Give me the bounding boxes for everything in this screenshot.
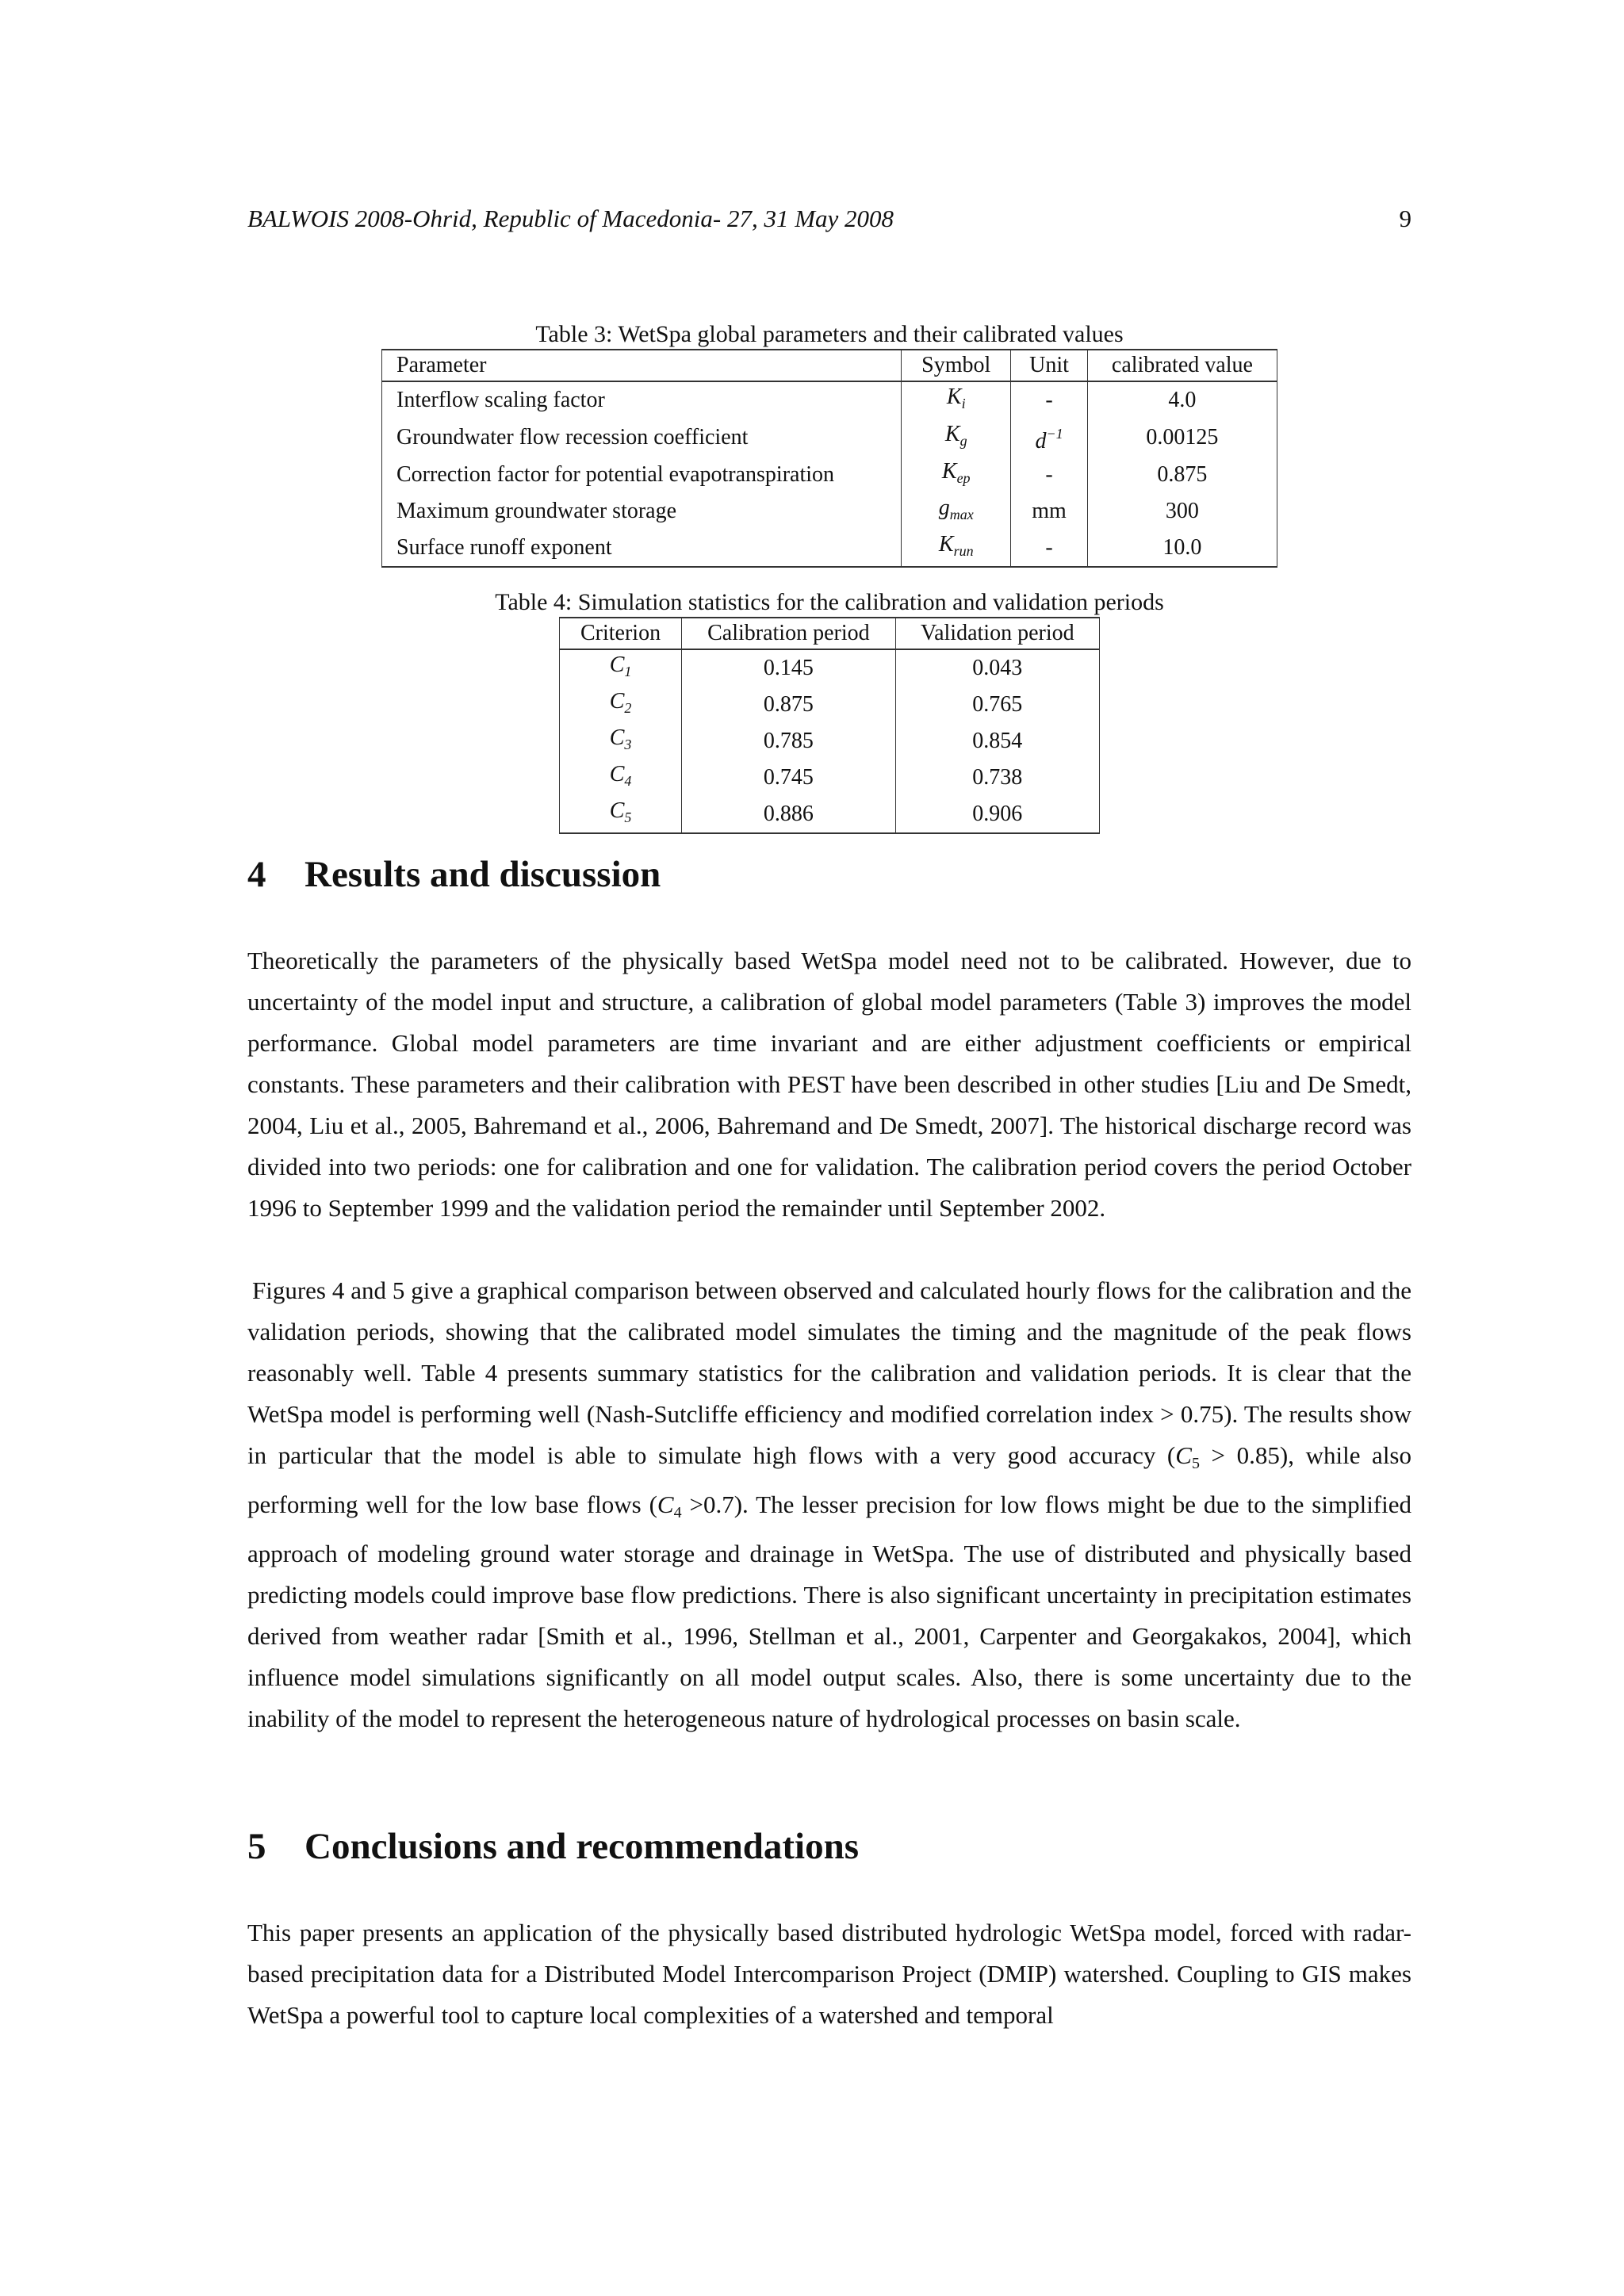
table-row (560, 649, 1100, 687)
running-head (247, 205, 1411, 233)
table-row (382, 381, 1277, 419)
cell-unit: $d^{-1}$ (1011, 419, 1088, 457)
cell-symbol: $K_i$ (902, 381, 1011, 419)
cell-calibration: 0.745 (682, 760, 896, 796)
section-4-paragraph-1: Theoretically the parameters of the physically based WetSpa model need not to be calibrated. However, due to uncertainty of the model input and structure, a calibration of global model parameters (Table 3) improves the model performance. Global model parameters are time invariant and are either adjustment coefficients or empirical constants. These parameters and their calibration with PEST have been described in other studies [Liu and De Smedt, 2004, Liu et al., 2005, Bahremand et al., 2006, Bahremand and De Smedt, 2007]. The historical discharge record was divided into two periods: one for calibration and one for validation. The calibration period covers the period October 1996 to September 1999 and the validation period the remainder until September 2002. (247, 947, 1411, 1222)
cell-value: 0.00125 (1087, 419, 1277, 457)
cell-unit: - (1011, 457, 1088, 493)
table-3-header-value: calibrated value (1087, 350, 1277, 381)
cell-parameter: Correction factor for potential evapotranspiration (382, 457, 902, 493)
cell-validation: 0.854 (895, 723, 1099, 760)
cell-unit: - (1011, 530, 1088, 567)
page-number: 9 (1399, 205, 1411, 232)
section-4-title: Results and discussion (304, 854, 661, 895)
table-4-header-validation: Validation period (895, 618, 1099, 649)
cell-parameter: Interflow scaling factor (382, 381, 902, 419)
cell-value: 300 (1087, 493, 1277, 530)
cell-value: 0.875 (1087, 457, 1277, 493)
table-3 (381, 349, 1277, 568)
cell-calibration: 0.875 (682, 687, 896, 723)
table-row (560, 760, 1100, 796)
table-3-header-symbol: Symbol (902, 350, 1011, 381)
table-row (560, 687, 1100, 723)
cell-unit: mm (1011, 493, 1088, 530)
section-5-heading (247, 1825, 859, 1868)
table-4-header-calibration: Calibration period (682, 618, 896, 649)
cell-parameter: Maximum groundwater storage (382, 493, 902, 530)
table-4-caption: Table 4: Simulation statistics for the calibration and validation periods (495, 589, 1164, 615)
cell-criterion: $C_1$ (560, 649, 682, 687)
cell-calibration: 0.145 (682, 649, 896, 687)
cell-symbol: $K_g$ (902, 419, 1011, 457)
cell-parameter: Groundwater flow recession coefficient (382, 419, 902, 457)
section-5-paragraph-1: This paper presents an application of the physically based distributed hydrologic WetSpa model, forced with radar-based precipitation data for a Distributed Model Intercomparison Project (DMIP) watershed. Coupling to GIS makes WetSpa a powerful tool to capture local complexities of a watershed and temporal (247, 1919, 1411, 2029)
cell-validation: 0.738 (895, 760, 1099, 796)
cell-validation: 0.043 (895, 649, 1099, 687)
cell-validation: 0.765 (895, 687, 1099, 723)
table-3-header-parameter: Parameter (382, 350, 902, 381)
cell-calibration: 0.886 (682, 796, 896, 833)
table-row (382, 493, 1277, 530)
cell-validation: 0.906 (895, 796, 1099, 833)
table-4-block (247, 588, 1411, 834)
cell-value: 4.0 (1087, 381, 1277, 419)
cell-unit: - (1011, 381, 1088, 419)
cell-calibration: 0.785 (682, 723, 896, 760)
table-row (560, 796, 1100, 833)
cell-symbol: $K_{ep}$ (902, 457, 1011, 493)
table-row (382, 530, 1277, 567)
table-row (560, 723, 1100, 760)
table-4 (559, 617, 1100, 834)
table-4-header-criterion: Criterion (560, 618, 682, 649)
cell-parameter: Surface runoff exponent (382, 530, 902, 567)
table-row (382, 457, 1277, 493)
cell-criterion: $C_2$ (560, 687, 682, 723)
section-4-paragraph-2: Figures 4 and 5 give a graphical comparison between observed and calculated hourly flows for the calibration and the validation periods, showing that the calibrated model simulates the timing and the magnitude of the peak flows reasonably well. Table 4 presents summary statistics for the calibration and validation periods. It is clear that the WetSpa model is performing well (Nash-Sutcliffe efficiency and modified correlation index > 0.75). The results show in particular that the model is able to simulate high flows with a very good accuracy $(C_5 > 0.85)$, while also performing well for the low base flows $(C_4 >0.7)$. The lesser precision for low flows might be due to the simplified approach of modeling ground water storage and drainage in WetSpa. The use of distributed and physically based predicting models could improve base flow predictions. There is also significant uncertainty in precipitation estimates derived from weather radar [Smith et al., 1996, Stellman et al., 2001, Carpenter and Georgakakos, 2004], which influence model simulations significantly on all model output scales. Also, there is some uncertainty due to the inability of the model to represent the heterogeneous nature of hydrological processes on basin scale. (247, 1276, 1411, 1732)
table-3-caption: Table 3: WetSpa global parameters and their calibrated values (535, 321, 1124, 347)
table-3-header-unit: Unit (1011, 350, 1088, 381)
cell-symbol: $g_{max}$ (902, 493, 1011, 530)
section-5-number: 5 (247, 1826, 266, 1867)
running-head-title: BALWOIS 2008-Ohrid, Republic of Macedonia- 27, 31 May 2008 (247, 205, 894, 232)
table-row (382, 419, 1277, 457)
cell-criterion: $C_3$ (560, 723, 682, 760)
section-5-title: Conclusions and recommendations (304, 1826, 860, 1867)
section-4-heading (247, 853, 661, 896)
table-3-block (247, 320, 1411, 568)
cell-value: 10.0 (1087, 530, 1277, 567)
cell-criterion: $C_5$ (560, 796, 682, 833)
cell-symbol: $K_{run}$ (902, 530, 1011, 567)
cell-criterion: $C_4$ (560, 760, 682, 796)
section-4-number: 4 (247, 854, 266, 895)
